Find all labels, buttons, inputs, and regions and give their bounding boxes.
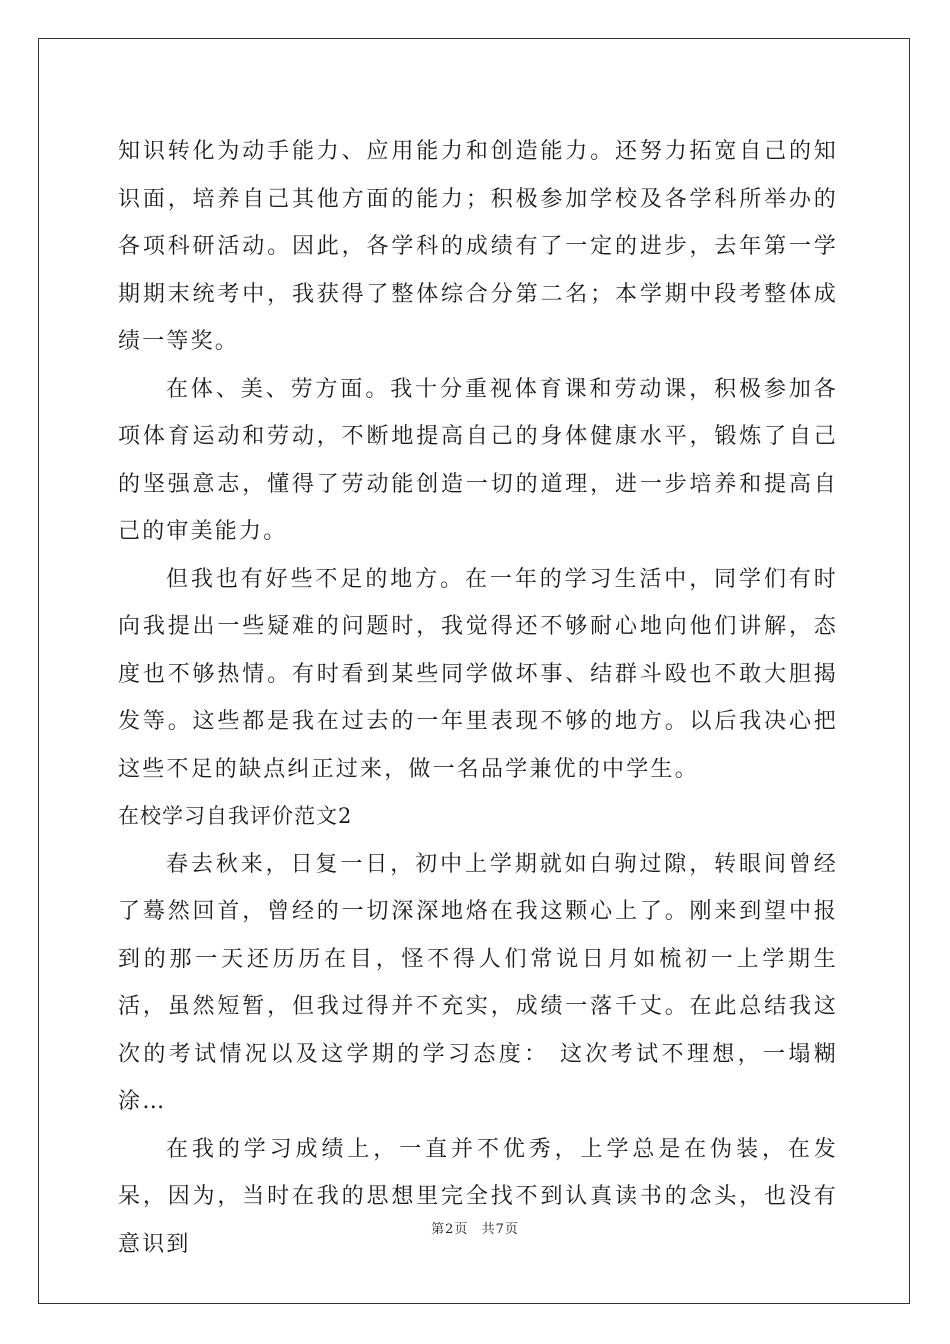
paragraph-2: 在体、美、劳方面。我十分重视体育课和劳动课，积极参加各项体育运动和劳动，不断地提高自己的身体健康水平，锻炼了自己的坚强意志，懂得了劳动能创造一切的道理，进一步培养和提高自己的审美能力。 <box>118 376 838 544</box>
paragraph-5: 在我的学习成绩上，一直并不优秀，上学总是在伪装，在发呆，因为，当时在我的思想里完全找不到认真读书的念头，也没有意识到 <box>118 1136 838 1257</box>
paragraph-3: 但我也有好些不足的地方。在一年的学习生活中，同学们有时向我提出一些疑难的问题时，我觉得还不够耐心地向他们讲解，态度也不够热情。有时看到某些同学做坏事、结群斗殴也不敢大胆揭发等。这些都是我在过去的一年里表现不够的地方。以后我决心把这些不足的缺点纠正过来，做一名品学兼优的中学生。 <box>118 566 838 782</box>
paragraph-4: 春去秋来，日复一日，初中上学期就如白驹过隙，转眼间曾经了蓦然回首，曾经的一切深深地烙在我这颗心上了。刚来到望中报到的那一天还历历在目，怪不得人们常说日月如梳初一上学期生活，虽然短暂，但我过得并不充实，成绩一落千丈。在此总结我这次的考试情况以及这学期的学习态度： 这次考试不理想，一塌糊涂… <box>118 851 838 1114</box>
page-footer <box>0 1218 950 1237</box>
section-heading: 在校学习自我评价范文2 <box>118 804 353 828</box>
page-number: 第2页 <box>431 1222 469 1237</box>
page-total: 共7页 <box>481 1222 519 1237</box>
paragraph-1: 知识转化为动手能力、应用能力和创造能力。还努力拓宽自己的知识面，培养自己其他方面的能力；积极参加学校及各学科所举办的各项科研活动。因此，各学科的成绩有了一定的进步，去年第一学期期末统考中，我获得了整体综合分第二名；本学期中段考整体成绩一等奖。 <box>118 139 838 354</box>
document-body <box>118 128 838 1268</box>
